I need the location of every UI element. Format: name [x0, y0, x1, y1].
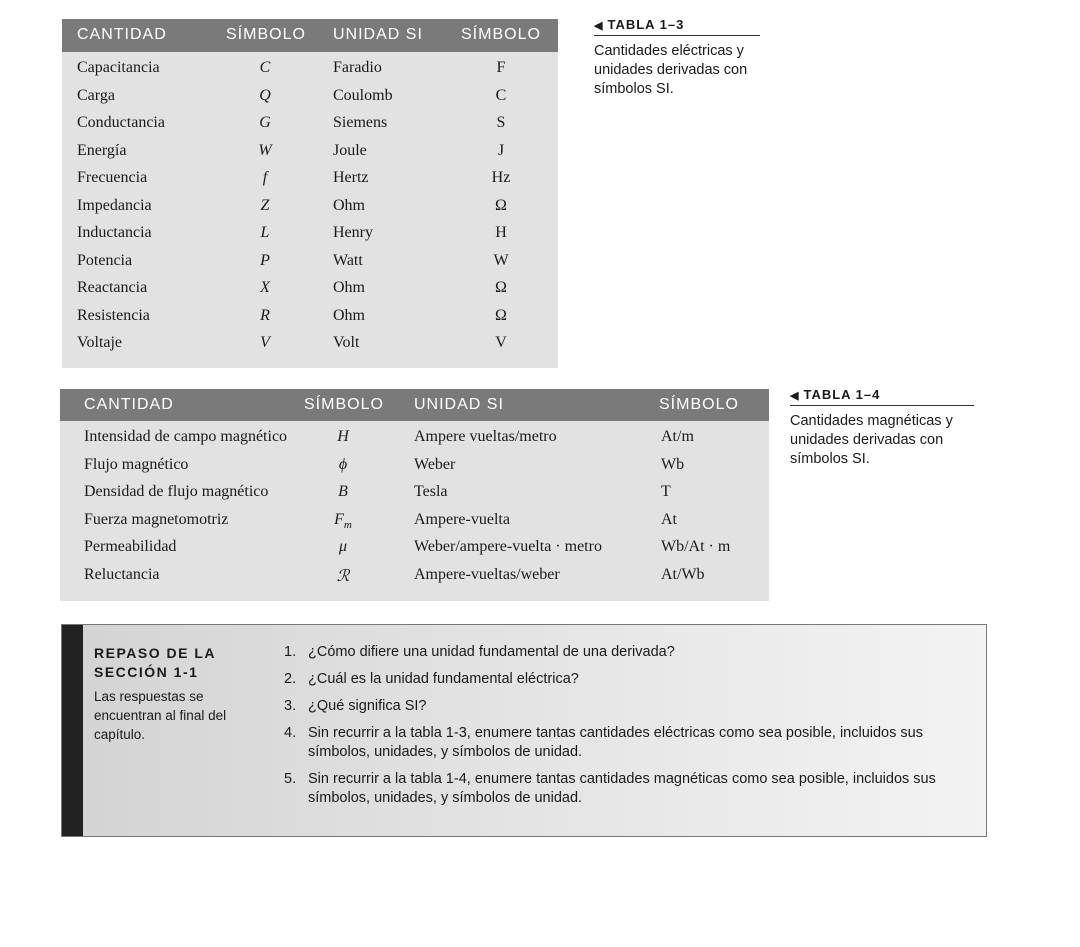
review-question — [284, 697, 974, 716]
table-1-4 — [60, 389, 769, 601]
unidad-simbolo-cell: F — [496, 59, 506, 76]
unidad-cell: Ohm — [333, 306, 365, 324]
section-review-box — [61, 624, 987, 837]
simbolo-cell: P — [260, 251, 270, 269]
unidad-cell: Tesla — [414, 483, 448, 500]
unidad-cell: Ampere-vuelta — [414, 510, 510, 528]
simbolo-cell: W — [258, 141, 272, 159]
caption-text: Cantidades magnéticas y unidades derivadas con símbolos SI. — [790, 413, 953, 467]
cantidad-cell: Permeabilidad — [84, 538, 177, 555]
review-title: REPASO DE LA SECCIÓN 1-1 — [94, 645, 216, 680]
simbolo-cell: H — [337, 428, 349, 445]
header-simbolo: SÍMBOLO — [304, 396, 384, 413]
header-simbolo-unidad: SÍMBOLO — [461, 26, 541, 43]
unidad-simbolo-cell: Ω — [495, 196, 507, 214]
simbolo-cell: ℛ — [336, 567, 350, 585]
unidad-cell: Hertz — [333, 169, 369, 186]
unidad-simbolo-cell: Hz — [491, 169, 511, 186]
cantidad-cell: Fuerza magnetomotriz — [84, 510, 229, 528]
simbolo-cell: μ — [338, 538, 348, 555]
symbol-subscript: m — [343, 518, 352, 531]
cantidad-cell: Energía — [77, 141, 127, 159]
unidad-cell: Weber/ampere-vuelta · metro — [414, 538, 602, 555]
simbolo-cell: C — [259, 59, 271, 76]
caption-text: Cantidades eléctricas y unidades derivadas con símbolos SI. — [594, 43, 748, 97]
unidad-simbolo-cell: Wb — [661, 455, 685, 473]
cantidad-cell: Voltaje — [77, 334, 123, 351]
cantidad-cell: Reactancia — [77, 279, 148, 296]
unidad-simbolo-cell: C — [495, 86, 507, 104]
header-cantidad: CANTIDAD — [84, 396, 174, 413]
unidad-cell: Coulomb — [333, 86, 393, 104]
unidad-cell: Ampere-vueltas/weber — [414, 565, 560, 583]
header-unidad-si: UNIDAD SI — [333, 26, 423, 43]
simbolo-cell: G — [259, 114, 271, 131]
simbolo-cell: $F_m$ — [334, 510, 352, 531]
unidad-cell: Ohm — [333, 279, 365, 296]
review-subtitle: Las respuestas se encuentran al final del capítulo. — [94, 689, 227, 742]
review-question — [284, 770, 974, 808]
cantidad-cell: Densidad de flujo magnético — [84, 483, 269, 500]
unidad-cell: Watt — [333, 251, 363, 269]
simbolo-cell: X — [260, 279, 270, 296]
question-text: Sin recurrir a la tabla 1-4, enumere tantas cantidades magnéticas como sea posible, incluidos sus símbolos, unidades, y símbolos de unidad. — [308, 771, 936, 806]
caption-tag: ◀ TABLA 1–3 — [594, 17, 760, 36]
cantidad-cell: Flujo magnético — [84, 455, 189, 473]
unidad-cell: Volt — [333, 334, 360, 351]
unidad-simbolo-cell: W — [493, 251, 509, 269]
unidad-cell: Siemens — [333, 114, 388, 131]
review-question — [284, 724, 974, 762]
simbolo-cell: f — [262, 169, 268, 186]
question-number: 3. — [284, 698, 297, 714]
simbolo-cell: R — [260, 306, 270, 324]
simbolo-cell: L — [260, 224, 270, 241]
arrow-left-icon: ◀ — [790, 390, 800, 402]
cantidad-cell: Carga — [77, 86, 115, 104]
simbolo-cell: Z — [260, 196, 270, 214]
table-1-3 — [62, 19, 558, 368]
review-question — [284, 643, 974, 662]
simbolo-cell: B — [338, 483, 348, 500]
unidad-cell: Weber — [414, 455, 456, 473]
simbolo-cell: V — [260, 334, 270, 351]
question-text: ¿Qué significa SI? — [308, 698, 427, 714]
cantidad-cell: Resistencia — [77, 306, 150, 324]
unidad-simbolo-cell: Wb/At · m — [661, 538, 731, 555]
unidad-simbolo-cell: Ω — [495, 306, 507, 324]
review-questions — [284, 643, 974, 816]
unidad-simbolo-cell: H — [495, 224, 507, 241]
cantidad-cell: Inductancia — [77, 224, 152, 241]
cantidad-cell: Intensidad de campo magnético — [84, 428, 288, 445]
unidad-simbolo-cell: At/Wb — [661, 565, 705, 583]
unidad-simbolo-cell: V — [495, 334, 507, 351]
unidad-cell: Henry — [333, 224, 373, 241]
cantidad-cell: Impedancia — [77, 196, 152, 214]
simbolo-cell: ϕ — [338, 455, 348, 473]
header-unidad-si: UNIDAD SI — [414, 396, 504, 413]
caption-tag: ◀ TABLA 1–4 — [790, 387, 974, 406]
unidad-cell: Joule — [333, 141, 367, 159]
question-number: 5. — [284, 771, 297, 787]
cantidad-cell: Conductancia — [77, 114, 165, 131]
header-simbolo: SÍMBOLO — [226, 26, 306, 43]
table-header — [62, 19, 558, 52]
question-text: ¿Cómo difiere una unidad fundamental de una derivada? — [308, 644, 675, 660]
unidad-cell: Ohm — [333, 196, 365, 214]
cantidad-cell: Frecuencia — [77, 169, 148, 186]
cantidad-cell: Reluctancia — [84, 565, 160, 583]
unidad-cell: Faradio — [333, 59, 382, 76]
simbolo-cell: Q — [259, 86, 271, 104]
question-number: 4. — [284, 725, 297, 741]
review-question — [284, 670, 974, 689]
unidad-simbolo-cell: T — [661, 483, 671, 500]
cantidad-cell: Potencia — [77, 251, 133, 269]
unidad-cell: Ampere vueltas/metro — [414, 428, 557, 445]
unidad-simbolo-cell: S — [496, 114, 506, 131]
unidad-simbolo-cell: At/m — [661, 428, 694, 445]
cantidad-cell: Capacitancia — [77, 59, 160, 76]
question-text: ¿Cuál es la unidad fundamental eléctrica? — [308, 671, 579, 687]
table-1-4-caption — [790, 387, 974, 469]
review-side-bar — [62, 625, 83, 836]
question-number: 2. — [284, 671, 297, 687]
header-cantidad: CANTIDAD — [77, 26, 167, 43]
header-simbolo-unidad: SÍMBOLO — [659, 396, 739, 413]
question-number: 1. — [284, 644, 297, 660]
arrow-left-icon: ◀ — [594, 20, 604, 32]
question-text: Sin recurrir a la tabla 1-3, enumere tantas cantidades eléctricas como sea posible, incluidos sus símbolos, unidades, y símbolos de unidad. — [308, 725, 923, 760]
unidad-simbolo-cell: At — [661, 510, 677, 528]
table-1-3-caption — [594, 17, 760, 99]
unidad-simbolo-cell: Ω — [495, 279, 507, 296]
unidad-simbolo-cell: J — [497, 141, 505, 159]
table-header — [60, 389, 769, 421]
